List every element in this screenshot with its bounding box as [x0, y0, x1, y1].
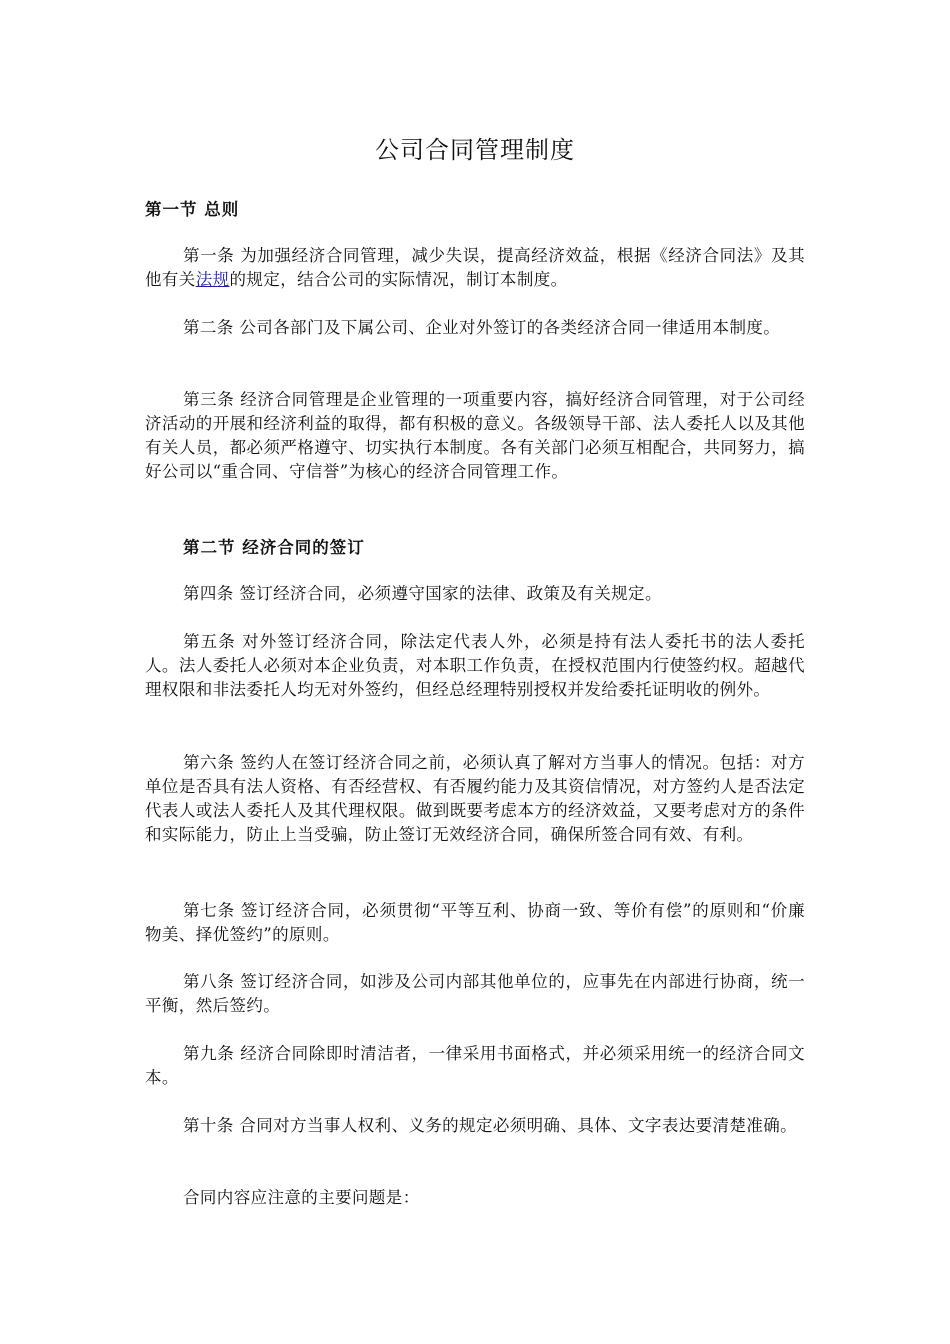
paragraph-contract-notes: 合同内容应注意的主要问题是：: [183, 1188, 420, 1207]
section-heading-general: 第一节 总则: [145, 200, 240, 219]
paragraph-article-1: [145, 244, 805, 292]
document-title: 公司合同管理制度: [375, 136, 575, 164]
article-1-text-end: 的规定，结合公司的实际情况，制订本制度。: [229, 270, 568, 289]
paragraph-article-3: 第三条 经济合同管理是企业管理的一项重要内容，搞好经济合同管理，对于公司经济活动的开展和经济利益的取得，都有积极的意义。各级领导干部、法人委托人以及其他有关人员，都必须严格遵守、切实执行本制度。各有关部门必须互相配合，共同努力，搞好公司以“重合同、守信誉”为核心的经济合同管理工作。: [145, 390, 805, 481]
regulations-link[interactable]: 法规: [195, 270, 230, 289]
paragraph-article-4: 第四条 签订经济合同，必须遵守国家的法律、政策及有关规定。: [183, 584, 662, 603]
paragraph-article-9: 第九条 经济合同除即时清洁者，一律采用书面格式，并必须采用统一的经济合同文本。: [145, 1044, 805, 1087]
paragraph-article-8: 第八条 签订经济合同，如涉及公司内部其他单位的，应事先在内部进行协商，统一平衡，然后签约。: [145, 972, 805, 1015]
paragraph-article-6: 第六条 签约人在签订经济合同之前，必须认真了解对方当事人的情况。包括：对方单位是否具有法人资格、有否经营权、有否履约能力及其资信情况，对方签约人是否法定代表人或法人委托人及其代理权限。做到既要考虑本方的经济效益，又要考虑对方的条件和实际能力，防止上当受骗，防止签订无效经济合同，确保所签合同有效、有利。: [145, 753, 805, 844]
paragraph-article-5: 第五条 对外签订经济合同，除法定代表人外，必须是持有法人委托书的法人委托人。法人委托人必须对本企业负责，对本职工作负责，在授权范围内行使签约权。超越代理权限和非法委托人均无对外签约，但经总经理特别授权并发给委托证明收的例外。: [145, 632, 805, 699]
section-heading-signing: 第二节 经济合同的签订: [183, 538, 365, 557]
paragraph-article-7: 第七条 签订经济合同，必须贯彻“平等互利、协商一致、等价有偿”的原则和“价廉物美、择优签约”的原则。: [145, 901, 805, 944]
article-1-text-start: 第一条 为加强经济合同管理，减少失误，提高经济效益，根据《经济合同法》及其他有关: [145, 246, 805, 289]
paragraph-article-2: 第二条 公司各部门及下属公司、企业对外签订的各类经济合同一律适用本制度。: [183, 318, 781, 337]
paragraph-article-10: 第十条 合同对方当事人权利、义务的规定必须明确、具体、文字表达要清楚准确。: [183, 1116, 798, 1135]
